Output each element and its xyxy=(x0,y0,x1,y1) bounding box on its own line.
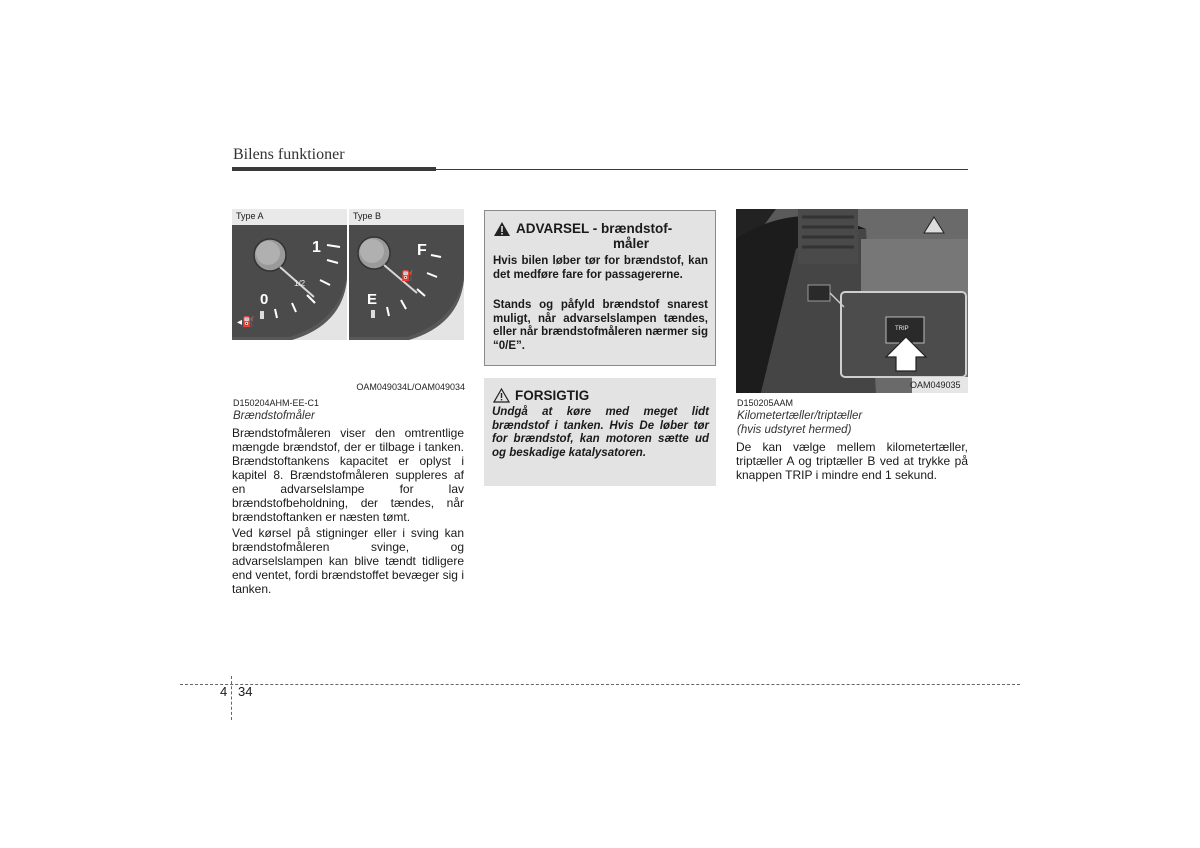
gauge-b-dial-icon xyxy=(349,225,464,340)
svg-text:0: 0 xyxy=(260,291,269,308)
caution-box xyxy=(484,378,716,486)
warning-triangle-icon xyxy=(493,221,511,237)
page-header-title: Bilens funktioner xyxy=(233,146,345,163)
page-number: 34 xyxy=(238,684,253,699)
svg-text:1: 1 xyxy=(312,239,321,256)
dashboard-photo-icon xyxy=(736,209,968,393)
gauge-type-label: Type A xyxy=(236,211,264,221)
section-subtitle: Brændstofmåler xyxy=(233,410,315,422)
body-paragraph: De kan vælge mellem kilometertæller, triptæller A og triptæller B ved at trykke på knappen TRIP i mindre end 1 sekund. xyxy=(736,440,968,482)
gauge-a-dial-icon xyxy=(232,225,347,340)
section-subtitle-cont: (hvis udstyret hermed) xyxy=(737,424,852,436)
caution-paragraph: Undgå at køre med meget lidt brændstof i tanken. Hvis De løber tør for brændstof, kan motoren sætte ud og beskadige katalysatoren. xyxy=(492,406,709,459)
trip-button-label: TRIP xyxy=(895,326,909,332)
section-code: D150204AHM-EE-C1 xyxy=(233,398,320,408)
image-code: OAM049034L/OAM049034 xyxy=(356,382,465,392)
section-subtitle: Kilometertæller/triptæller xyxy=(737,410,863,422)
svg-text:1/2: 1/2 xyxy=(294,279,306,288)
chapter-number: 4 xyxy=(220,684,228,699)
trip-button-figure xyxy=(736,209,968,393)
section-code: D150205AAM xyxy=(737,398,794,408)
footer-divider-vertical xyxy=(231,676,232,720)
warning-paragraph: Stands og påfyld brændstof snarest muligt, når advarselslampen tændes, eller når brændstofmåleren nærmer sig “0/E”. xyxy=(493,299,708,352)
warning-title-cont: måler xyxy=(613,236,650,251)
svg-text:◂⛽: ◂⛽ xyxy=(237,317,255,328)
caution-triangle-icon xyxy=(493,388,510,403)
header-rule-thin xyxy=(436,169,968,170)
gauge-type-label: Type B xyxy=(353,211,382,221)
body-paragraph: Brændstofmåleren viser den omtrentlige mængde brændstof, der er tilbage i tanken. Brændstoftankens kapacitet er oplyst i kapitel 8. Brændstofmåleren suppleres af en advarselslampe for lav brændstofbeholdning, der tændes, når brændstoftanken er næsten tømt. xyxy=(232,426,464,524)
svg-text:E: E xyxy=(367,291,378,308)
footer-divider xyxy=(180,684,1020,685)
fuel-gauge-type-a-figure xyxy=(232,209,347,340)
fuel-gauge-type-b-figure xyxy=(349,209,464,340)
warning-title: ADVARSEL - brændstof- xyxy=(516,221,673,236)
header-rule xyxy=(232,167,436,171)
svg-text:⛽: ⛽ xyxy=(401,271,414,282)
svg-text:F: F xyxy=(417,242,427,259)
warning-paragraph: Hvis bilen løber tør for brændstof, kan det medføre fare for passagererne. xyxy=(493,255,708,281)
warning-box xyxy=(484,210,716,366)
caution-title: FORSIGTIG xyxy=(515,388,590,403)
image-code: OAM049035 xyxy=(910,380,961,390)
body-paragraph: Ved kørsel på stigninger eller i sving kan brændstofmåleren svinge, og advarselslampen kan blive tændt tidligere end ventet, fordi brændstoffet bevæger sig i tanken. xyxy=(232,526,464,596)
